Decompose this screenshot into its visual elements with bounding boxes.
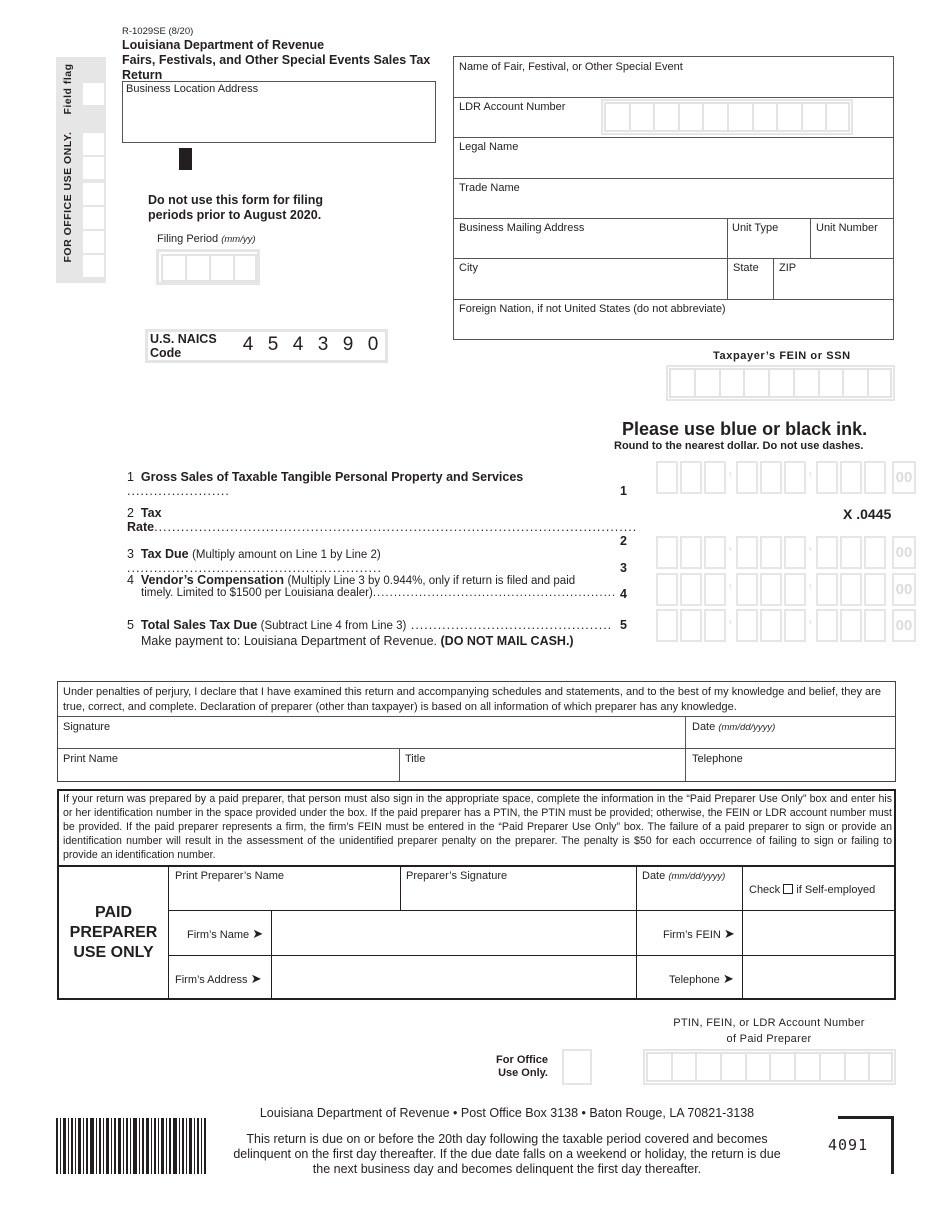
title-label[interactable]: Title: [405, 753, 426, 765]
line-1: 1 Gross Sales of Taxable Tangible Personal Property and Services ....................... 1: [127, 470, 627, 498]
arrow-right-icon: ➤: [723, 926, 735, 941]
fein-label: Taxpayer’s FEIN or SSN: [713, 350, 851, 362]
barcode: [56, 1118, 206, 1174]
line-3-amount[interactable]: , , 00: [656, 536, 916, 569]
firm-address-label: Firm’s Address ➤: [175, 971, 262, 986]
naics-digit: 5: [267, 334, 279, 355]
footer-address: Louisiana Department of Revenue • Post Office Box 3138 • Baton Rouge, LA 70821-3138: [259, 1106, 755, 1120]
self-employed-check: Check if Self-employed: [749, 884, 876, 896]
firm-name-label: Firm’s Name ➤: [187, 926, 264, 941]
form-number: R-1029SE (8/20): [122, 26, 194, 37]
arrow-right-icon: ➤: [722, 971, 734, 986]
declaration-text: Under penalties of perjury, I declare that I have examined this return and accompanying schedules and statements, and to the best of my knowledge and belief, they are true, correct, and complete. Declaration of preparer (other than taxpayer) is based on all information of which preparer has any knowledge.: [63, 686, 881, 713]
filing-period-label: Filing Period (mm/yy): [157, 233, 256, 245]
zip-label: ZIP: [779, 262, 797, 274]
line-5-cents: 00: [892, 609, 916, 642]
naics-label-1: U.S. NAICS: [150, 332, 217, 346]
self-employed-checkbox[interactable]: [783, 884, 793, 894]
line-1-amount[interactable]: , , 00: [656, 461, 916, 494]
date-label: Date (mm/dd/yyyy): [692, 721, 776, 733]
preparer-name-label[interactable]: Print Preparer’s Name: [175, 870, 285, 882]
signature-label[interactable]: Signature: [63, 721, 111, 733]
state-label: State: [733, 262, 759, 274]
preparer-date-label: Date (mm/dd/yyyy): [642, 870, 726, 882]
field-flag-label: Field flag: [62, 63, 74, 115]
business-location-field[interactable]: [122, 81, 436, 143]
line-4-cont: timely. Limited to $1500 per Louisiana dealer).......................................................... 4: [141, 587, 627, 601]
print-name-label[interactable]: Print Name: [63, 753, 119, 765]
notice-line-1: Do not use this form for filing: [148, 193, 323, 207]
paid-preparer-block: [57, 789, 896, 1000]
form-title: Fairs, Festivals, and Other Special Events Sales Tax Return: [122, 53, 431, 82]
ptin-label: PTIN, FEIN, or LDR Account Number of Paid Preparer: [673, 1017, 865, 1045]
taxpayer-info-block: [453, 56, 894, 340]
line-4-cents: 00: [892, 573, 916, 606]
unit-number-label: Unit Number: [816, 222, 878, 234]
barcode-graphic: [56, 1118, 206, 1174]
naics-digit: 9: [342, 334, 354, 355]
preparer-signature-label[interactable]: Preparer’s Signature: [406, 870, 508, 882]
office-use-strip: [56, 57, 106, 283]
naics-label-2: Code: [150, 346, 182, 360]
ink-title: Please use blue or black ink.: [622, 419, 868, 439]
line-4-amount[interactable]: , , 00: [656, 573, 916, 606]
declaration-block: [57, 681, 896, 782]
line-1-cents: 00: [892, 461, 916, 494]
arrow-right-icon: ➤: [252, 926, 264, 941]
form-code: 4091: [828, 1136, 869, 1154]
line-3-cents: 00: [892, 536, 916, 569]
ldr-account-input[interactable]: [601, 99, 853, 135]
city-label: City: [459, 262, 478, 274]
footer-due-notice: This return is due on or before the 20th day following the taxable period covered and becomes delinquent on the first day thereafter. If the due date falls on a weekend or holiday, the return is due the next business day and becomes delinquent the first day thereafter.: [233, 1132, 781, 1176]
line-5: 5 Total Sales Tax Due (Subtract Line 4 from Line 3) ............................................. 5: [127, 618, 627, 632]
ptin-input[interactable]: [643, 1049, 896, 1085]
line-5-amount[interactable]: , , 00: [656, 609, 916, 642]
ink-subtitle: Round to the nearest dollar. Do not use dashes.: [614, 440, 864, 452]
naics-digit: 4: [242, 334, 254, 355]
firm-telephone-label: Telephone ➤: [669, 971, 734, 986]
fein-input[interactable]: [666, 365, 895, 401]
line-2: 2 Tax Rate............................................................................................................ 2: [127, 506, 638, 548]
payment-note: Make payment to: Louisiana Department of Revenue. (DO NOT MAIL CASH.): [141, 634, 574, 648]
firm-fein-label: Firm’s FEIN ➤: [663, 926, 735, 941]
line-3: 3 Tax Due (Multiply amount on Line 1 by Line 2) ......................................................... 3: [127, 547, 627, 575]
naics-digit: 4: [292, 334, 304, 355]
naics-digit: 0: [367, 334, 379, 355]
trade-name-label: Trade Name: [459, 182, 520, 194]
foreign-nation-label: Foreign Nation, if not United States (do not abbreviate): [459, 303, 726, 315]
mailing-address-label: Business Mailing Address: [459, 222, 585, 234]
ldr-account-label: LDR Account Number: [459, 101, 566, 113]
preparer-instructions: If your return was prepared by a paid preparer, that person must also sign in the appropriate space, complete the information in the “Paid Preparer Use Only” box and enter his or her identification number in the space provided under the box. If the paid preparer has a PTIN, the PTIN must be provided; otherwise, the FEIN or LDR account number must be provided. If the paid preparer represents a firm, the firm’s FEIN must be entered in the “Paid Preparer Use Only” box. The failure of a paid preparer to sign or provide an identification number will result in the assessment of the unidentified preparer penalty on the preparer. The penalty is $50 for each occurrence of failing to sign or failing to provide an identification number.: [63, 793, 892, 861]
office-use-label: FOR OFFICE USE ONLY.: [62, 131, 74, 263]
naics-digit: 3: [317, 334, 329, 355]
filing-period-input[interactable]: [156, 249, 260, 285]
arrow-right-icon: ➤: [250, 971, 262, 986]
agency-name: Louisiana Department of Revenue: [122, 38, 325, 52]
paid-preparer-heading: PAID PREPARER USE ONLY: [69, 904, 158, 961]
line-4: 4 Vendor’s Compensation (Multiply Line 3 by 0.944%, only if return is filed and paid: [127, 573, 576, 587]
registration-mark: [179, 148, 192, 170]
business-location-label: Business Location Address: [126, 83, 259, 95]
legal-name-label: Legal Name: [459, 141, 519, 153]
event-name-label: Name of Fair, Festival, or Other Special Event: [459, 61, 683, 73]
office-use-bottom-box: [562, 1049, 592, 1085]
tax-rate-value: X .0445: [843, 506, 892, 522]
notice-line-2: periods prior to August 2020.: [148, 208, 322, 222]
unit-type-label: Unit Type: [732, 222, 779, 234]
telephone-label[interactable]: Telephone: [692, 753, 743, 765]
office-use-bottom-label: For Office Use Only.: [496, 1054, 548, 1079]
